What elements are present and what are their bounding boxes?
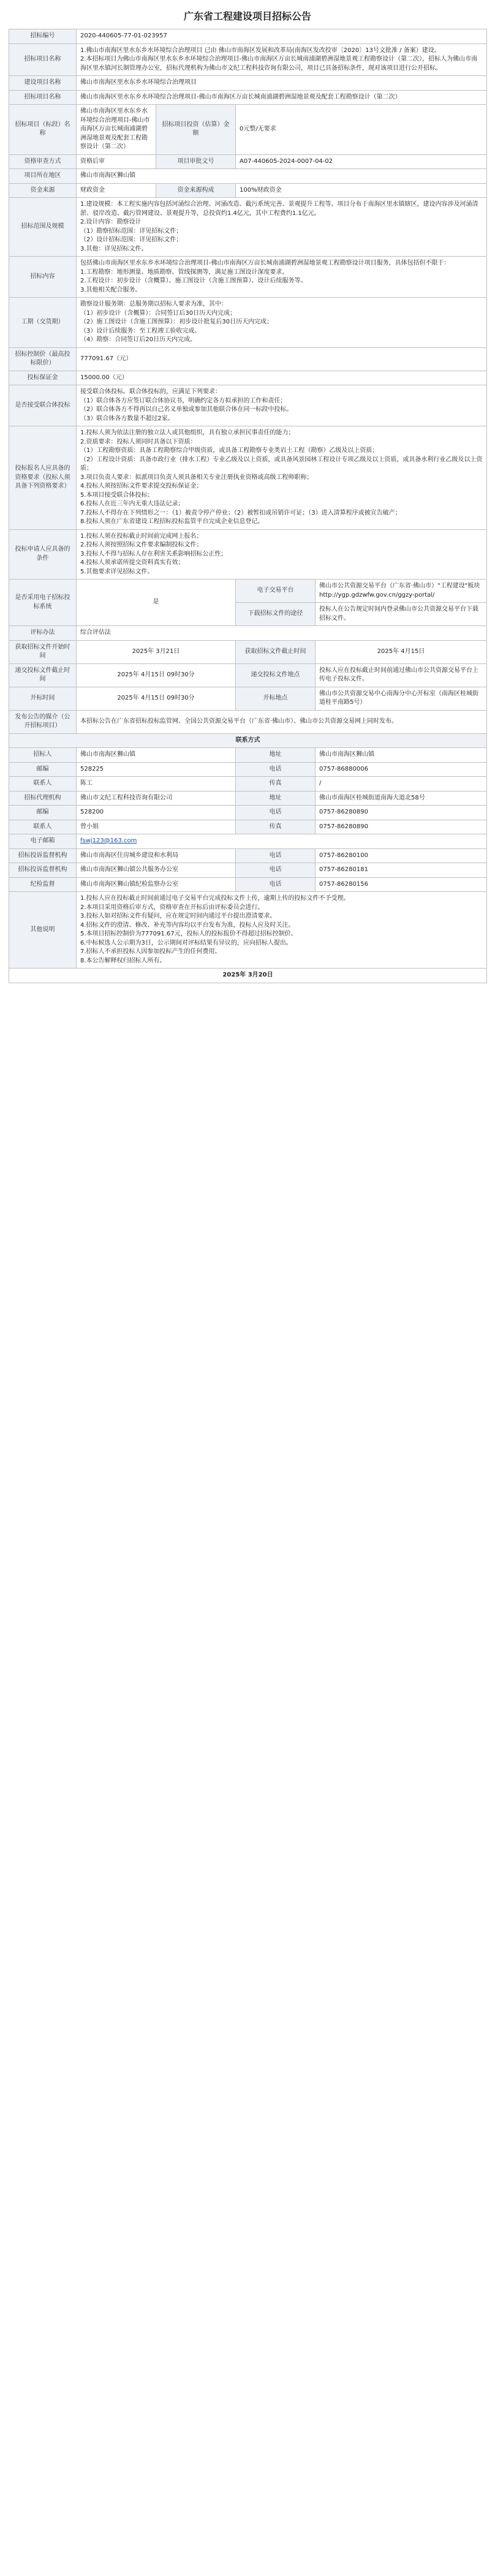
label-agent-fax: 传真 (236, 820, 316, 834)
value-agent: 佛山市文纪工程科技咨询有限公司 (77, 791, 236, 806)
row-bid-name (9, 90, 487, 105)
label-sup1-phone: 电话 (236, 848, 316, 863)
value-get-start: 2025年 3月21日 (77, 640, 236, 663)
label-qualification: 投标报名人应具备的资格要求（投标人须具备下列资格要求） (9, 426, 77, 530)
label-bid-name: 招标项目名称 (9, 90, 77, 105)
agent-email-text[interactable]: fswj123@163.com (80, 837, 137, 844)
label-joint: 是否接受联合体投标 (9, 385, 77, 426)
value-get-end: 2025年 4月15日 (316, 640, 487, 663)
row-max-price (9, 347, 487, 371)
value-notes: 1.投标人应在投标截止时间前通过电子交易平台完成投标文件上传，逾期上传的投标文件不予受理。 2.本项目采用资格后审方式，资格审查在开标后由评标委员会进行。 3.投标人如对招标文件有疑问，应在规定时间内通过平台提出澄清要求。 4.招标文件的澄清、修改、补充等内容均以平台发布为准，投标人应及时关注。 5.本项目招标控制价为777091.67元，投标人的投标报价不得超过招标控制价。 6.中标候选人公示期为3日，公示期间对评标结果有异议的，应向招标人提出。 7.招标人不承担投标人因参加投标产生的任何费用。 8.本公告解释权归招标人所有。 (77, 892, 487, 969)
value-scope: 1.建设规模：本工程实施内容包括河涌综合治理、河涌改造、截污系统完善、景观提升工程等。项目分布于南海区里水镇辖区，建设内容涉及河涌清淤、驳岸改造、截污管网建设、景观提升等，总投资约1.4亿元，其中工程费约1.1亿元。 2.设计内容：勘察设计 （1）勘察招标范围：详见招标文件； （2）设计招标范围：详见招标文件； 3.其他：详见招标文件。 (77, 198, 487, 257)
label-period: 工期（交货期） (9, 298, 77, 348)
label-system: 是否采用电子招标投标系统 (9, 580, 77, 626)
label-sup1: 招标投诉监督机构 (9, 848, 77, 863)
row-agent (9, 791, 487, 806)
value-agent-person: 曾小姐 (77, 820, 236, 834)
row-qualification (9, 426, 487, 530)
value-tenderer-addr: 佛山市南海区狮山镇 (316, 748, 487, 763)
row-approval (9, 154, 487, 169)
label-location: 项目所在地区 (9, 169, 77, 184)
label-tenderer-person: 联系人 (9, 777, 77, 791)
label-tenderer-fax: 传真 (236, 777, 316, 791)
label-proj-name: 建设项目名称 (9, 76, 77, 91)
row-joint (9, 385, 487, 426)
value-media: 本招标公告在广东省招标投标监管网、全国公共资源交易平台（广东省·佛山市）、佛山市公共资源交易网上同时发布。 (77, 710, 487, 733)
label-get-end: 获取招标文件截止时间 (236, 640, 316, 663)
value-submit: 2025年 4月15日 09时30分 (77, 663, 236, 687)
value-bid-name: 佛山市南海区里水东乡水环境综合治理项目-佛山市南海区万亩长城南浦湖碧洲湿地景观及配套工程勘察设计（第二次） (77, 90, 487, 105)
value-open: 2025年 4月15日 09时30分 (77, 687, 236, 710)
value-approval-no: A07-440605-2024-0007-04-02 (236, 154, 487, 169)
row-location (9, 169, 487, 184)
label-review: 资格审查方式 (9, 154, 77, 169)
label-agent-person: 联系人 (9, 820, 77, 834)
value-tenderer: 佛山市南海区狮山镇 (77, 748, 236, 763)
label-tenderer-phone: 电话 (236, 762, 316, 777)
label-platform: 电子交易平台 (236, 580, 316, 603)
value-place: 投标人应在投标截止时间前通过佛山市公共资源交易平台上传电子投标文件。 (316, 663, 487, 687)
row-period (9, 298, 487, 348)
label-media: 发布公告的媒介（公开招标项目） (9, 710, 77, 733)
value-sup1: 佛山市南海区住房城乡建设和水利局 (77, 848, 236, 863)
row-contact-header (9, 733, 487, 748)
label-tenderer: 招标人 (9, 748, 77, 763)
label-sup2: 招标投诉监督机构 (9, 863, 77, 878)
row-get-time (9, 640, 487, 663)
page-title: 广东省工程建设项目招标公告 (183, 10, 311, 22)
row-submit (9, 663, 487, 687)
row-section (9, 105, 487, 155)
row-system (9, 580, 487, 603)
value-tenderer-person: 陈工 (77, 777, 236, 791)
value-eval: 综合评估法 (77, 626, 487, 641)
row-project (9, 43, 487, 76)
value-obtain: 投标人在公告规定时间内登录佛山市公共资源交易平台下载招标文件。 (316, 603, 487, 626)
label-sup2-phone: 电话 (236, 863, 316, 878)
value-open-place: 佛山市公共资源交易中心南海分中心开标室（南海区桂城街道桂平南路5号） (316, 687, 487, 710)
label-agent-addr: 地址 (236, 791, 316, 806)
label-funding: 资金来源 (9, 183, 77, 198)
value-max-price: 777091.67（元） (77, 347, 487, 371)
row-eval (9, 626, 487, 641)
row-media (9, 710, 487, 733)
value-review: 资格后审 (77, 154, 156, 169)
row-sup3 (9, 877, 487, 892)
value-sup2: 佛山市南海区狮山镇公共服务办公室 (77, 863, 236, 878)
row-agent-email (9, 834, 487, 849)
row-tenderer-person (9, 777, 487, 791)
row-funding (9, 183, 487, 198)
value-content: 包括佛山市南海区里水东乡水环境综合治理项目-佛山市南海区万亩长城南浦湖碧洲湿地景观工程勘察设计项目服务，具体包括但不限于： 1.工程勘察：地形测量、地质勘察、管线探测等，满足施工图设计深度要求。 2.工程设计：初步设计（含概算）、施工图设计（含施工图预算）、设计后续服务等。 3.其他相关配合服务。 (77, 257, 487, 298)
row-proj-name (9, 76, 487, 91)
label-sup3-phone: 电话 (236, 877, 316, 892)
label-section: 招标项目（标段）名称 (9, 105, 77, 155)
notice-table (9, 29, 487, 983)
label-tenderer-addr: 地址 (236, 748, 316, 763)
label-budget: 招标项目投资（估算）金额 (156, 105, 236, 155)
label-agent: 招标代理机构 (9, 791, 77, 806)
row-other-req (9, 529, 487, 580)
label-content: 招标内容 (9, 257, 77, 298)
value-agent-fax: 0757-86280890 (316, 820, 487, 834)
value-sup2-phone: 0757-86280181 (316, 863, 487, 878)
value-platform: 佛山市公共资源交易平台（广东省·佛山市）"工程建设"板块 http://ygp.gdzwfw.gov.cn/ggzy-portal/ (316, 580, 487, 603)
value-tenderer-fax: / (316, 777, 487, 791)
row-scope (9, 198, 487, 257)
label-approval-no: 项目审批文号 (156, 154, 236, 169)
value-agent-phone: 0757-86280890 (316, 806, 487, 820)
value-other-req: 1.投标人须在投标截止时间前完成网上报名； 2.投标人须按照招标文件要求编制投标文件； 3.投标人不得与招标人存在利害关系影响招标公正性； 4.投标人须承诺所提交资料真实有效； 5.其他要求详见招标文件。 (77, 529, 487, 580)
value-section: 佛山市南海区里水东乡水环境综合治理项目-佛山市南海区万亩长城南浦湖碧洲湿地景观及配套工程勘察设计（第二次） (77, 105, 156, 155)
value-no: 2020-440605-77-01-023957 (77, 29, 487, 44)
value-agent-zip: 528200 (77, 806, 236, 820)
label-ref: 招标项目名称 (9, 43, 77, 76)
label-obtain: 下载招标文件的途径 (236, 603, 316, 626)
value-budget: 0元整/无要求 (236, 105, 487, 155)
row-tenderer (9, 748, 487, 763)
label-submit: 递交投标文件截止时间 (9, 663, 77, 687)
label-deposit: 投标保证金 (9, 371, 77, 385)
value-tenderer-zip: 528225 (77, 762, 236, 777)
row-agent-person (9, 820, 487, 834)
label-funding-composition: 资金来源构成 (156, 183, 236, 198)
row-agent-zip (9, 806, 487, 820)
value-qualification: 1.投标人须为依法注册的独立法人或其他组织，具有独立承担民事责任的能力； 2.资质要求：投标人须同时具备以下资质： （1）工程勘察资质：具备工程勘察综合甲级资质，或具备工程勘察专业类岩土工程（勘察）乙级及以上资质； （2）工程设计资质：具备市政行业（排水工程）专业乙级及以上资质，或具备风景园林工程设计专项乙级及以上资质，或具备水利行业乙级及以上资质； 3.项目负责人要求：拟派项目负责人须具备相关专业注册执业资格或高级工程师职称； 4.投标人须按招标文件要求提交投标保证金； 5.本项目接受联合体投标； 6.投标人在近三年内无重大违法记录； 7.投标人不得存在下列情形之一：（1）被责令停产停业；（2）被暂扣或吊销许可证；（3）进入清算程序或被宣告破产； 8.投标人须在广东省建设工程招标投标监管平台完成企业信息登记。 (77, 426, 487, 530)
footer-date: 2025年 3月20日 (9, 969, 487, 983)
row-footer (9, 969, 487, 983)
value-system: 是 (77, 580, 236, 626)
label-notes: 其他说明 (9, 892, 77, 969)
label-agent-email: 电子邮箱 (9, 834, 77, 849)
row-sup2 (9, 863, 487, 878)
label-open: 开标时间 (9, 687, 77, 710)
label-scope: 招标范围及规模 (9, 198, 77, 257)
value-funding: 财政资金 (77, 183, 156, 198)
contact-section-header: 联系方式 (9, 733, 487, 748)
value-tenderer-phone: 0757-86880006 (316, 762, 487, 777)
row-notes (9, 892, 487, 969)
value-proj-name: 佛山市南海区里水东乡水环境综合治理项目 (77, 76, 487, 91)
row-no (9, 29, 487, 44)
label-tenderer-zip: 邮编 (9, 762, 77, 777)
value-sup1-phone: 0757-86280100 (316, 848, 487, 863)
label-max-price: 招标控制价（最高投标限价） (9, 347, 77, 371)
label-agent-zip: 邮编 (9, 806, 77, 820)
label-place: 递交投标文件地点 (236, 663, 316, 687)
row-tenderer-zip (9, 762, 487, 777)
value-funding-composition: 100%财政资金 (236, 183, 487, 198)
label-eval: 评标办法 (9, 626, 77, 641)
value-project: 1.佛山市南海区里水东乡水环境综合治理项目 已由 佛山市南海区发展和改革局(南海区发改投审〔2020〕13号文批准 / 备案）建设。 2.本招标项目为佛山市南海区里水东乡水环境综合治理项目-佛山市南海区万亩长城南浦湖碧洲湿地景观工程勘察设计（第二次），招标人为佛山市南海区里水镇河长制管理办公室，招标代理机构为佛山市文纪工程科技咨询有限公司，项目已具备招标条件，现对该项目进行公开招标。 (77, 43, 487, 76)
label-open-place: 开标地点 (236, 687, 316, 710)
value-joint: 接受联合体投标。联合体投标的，应满足下列要求： （1）联合体各方应签订联合体协议书，明确约定各方拟承担的工作和责任； （2）联合体各方不得再以自己名义单独或参加其他联合体在同一标段中投标。 （3）联合体各方数量不超过2家。 (77, 385, 487, 426)
agent-email-link[interactable] (77, 834, 487, 849)
row-open (9, 687, 487, 710)
value-sup3: 佛山市南海区狮山镇纪检监察办公室 (77, 877, 236, 892)
row-sup1 (9, 848, 487, 863)
value-sup3-phone: 0757-86280156 (316, 877, 487, 892)
label-get-start: 获取招标文件开始时间 (9, 640, 77, 663)
label-sup3: 纪检监督 (9, 877, 77, 892)
row-content (9, 257, 487, 298)
value-agent-addr: 佛山市南海区桂城街道南海大道北58号 (316, 791, 487, 806)
value-location: 佛山市南海区狮山镇 (77, 169, 487, 184)
value-period: 勘察设计服务期：总服务期以招标人要求为准，其中： （1）初步设计（含概算）：合同签订后30日历天内完成； （2）施工图设计（含施工图预算）：初步设计批复后30日历天内完成； （3）设计后续服务：至工程竣工验收完成。 （4）勘察：合同签订后20日历天内完成。 (77, 298, 487, 348)
value-deposit: 15000.00（元） (77, 371, 487, 385)
label-other-req: 投标申请人应具备的条件 (9, 529, 77, 580)
row-deposit (9, 371, 487, 385)
label-agent-phone: 电话 (236, 806, 316, 820)
label-no: 招标编号 (9, 29, 77, 44)
